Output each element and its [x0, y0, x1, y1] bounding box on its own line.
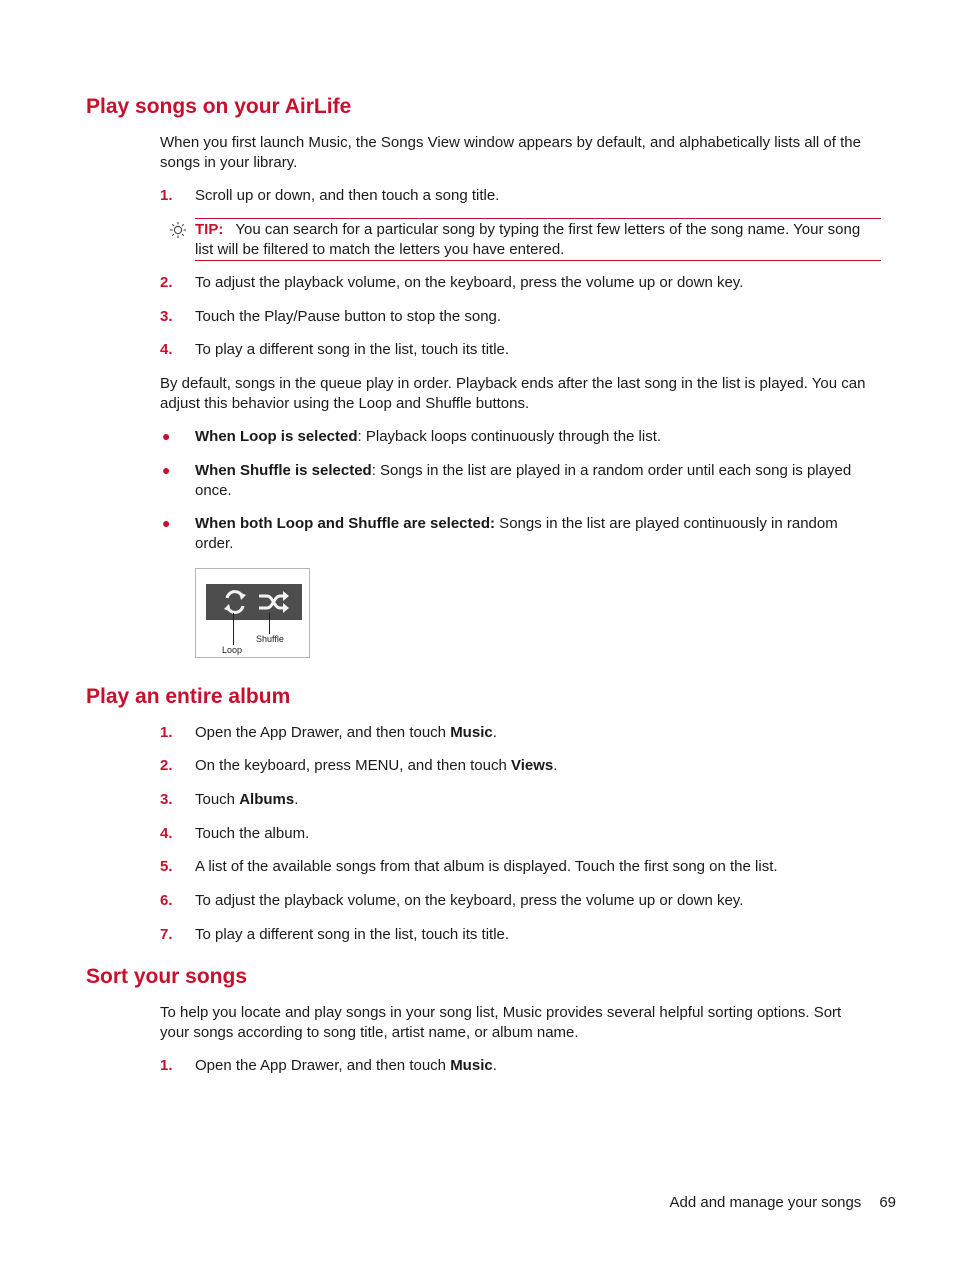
loop-icon: [220, 587, 250, 617]
list-item: [160, 514, 872, 553]
heading-play-album: Play an entire album: [86, 685, 291, 708]
tip-box: [195, 218, 881, 261]
step-text-bold: Music: [450, 1057, 493, 1074]
default-order-text: By default, songs in the queue play in order. Playback ends after the last song in the list is played. You can adjust this behavior using the Loop and Shuffle buttons.: [160, 375, 866, 412]
list-item: [160, 756, 872, 776]
step-number: 6.: [160, 892, 173, 909]
sort-intro: To help you locate and play songs in your song list, Music provides several helpful sorting options. Sort your songs according to song title, artist name, or album name.: [160, 1004, 842, 1041]
step-number: 5.: [160, 858, 173, 875]
bullet-rest: Songs in the list are played continuously in random order.: [195, 515, 838, 552]
loop-shuffle-figure: [195, 568, 310, 658]
bullet-icon: ●: [162, 515, 171, 531]
step-number: 4.: [160, 341, 173, 358]
step-number: 4.: [160, 825, 173, 842]
step-number: 1.: [160, 724, 173, 741]
step-text: Touch the album.: [195, 825, 310, 842]
list-item: [160, 857, 872, 877]
bullet-bold: When Shuffle is selected: [195, 462, 372, 479]
step-text: [195, 723, 872, 743]
tip-text: You can search for a particular song by typing the first few letters of the song name. Your song list will be filtered to match the letters you have entered.: [195, 221, 861, 258]
step-text-plain: Open the App Drawer, and then touch: [195, 1057, 451, 1074]
step-text-after: .: [492, 724, 497, 741]
step-text-bold: Views: [511, 757, 554, 774]
list-item: [160, 427, 872, 447]
shuffle-callout-line: [269, 613, 270, 634]
tip-label: TIP:: [195, 221, 224, 238]
shuffle-label: Shuffle: [256, 634, 284, 644]
button-bar: [206, 584, 302, 620]
list-item: [160, 891, 872, 911]
list-item: [160, 1056, 872, 1076]
step-text-plain: Touch: [195, 791, 240, 808]
list-item: [160, 824, 872, 844]
page-footer: [670, 1193, 897, 1212]
step-number: 2.: [160, 274, 173, 291]
step-number: 3.: [160, 791, 173, 808]
bullet-rest: : Playback loops continuously through the list.: [357, 428, 662, 445]
step-text: To adjust the playback volume, on the keyboard, press the volume up or down key.: [195, 892, 744, 909]
list-item: [160, 307, 872, 327]
list-item: [160, 186, 872, 206]
step-number: 1.: [160, 187, 173, 204]
bullet-icon: ●: [162, 428, 171, 444]
step-number: 3.: [160, 308, 173, 325]
step-text: [195, 790, 872, 810]
bullet-bold: When Loop is selected: [195, 428, 358, 445]
step-text-plain: Open the App Drawer, and then touch: [195, 724, 451, 741]
bullet-rest: : Songs in the list are played in a random order until each song is played once.: [195, 462, 852, 499]
bullet-text: [195, 427, 872, 447]
step-text-after: .: [492, 1057, 497, 1074]
step-text: To adjust the playback volume, on the keyboard, press the volume up or down key.: [195, 274, 744, 291]
list-item: [160, 925, 872, 945]
step-number: 7.: [160, 926, 173, 943]
bullet-text: [195, 461, 872, 500]
step-text: [195, 756, 872, 776]
step-number: 1.: [160, 1057, 173, 1074]
step-text: To play a different song in the list, touch its title.: [195, 926, 510, 943]
loop-label: Loop: [222, 645, 243, 655]
list-item: [160, 340, 872, 360]
step-text-after: .: [294, 791, 299, 808]
list-item: [160, 273, 872, 293]
songs-intro: When you first launch Music, the Songs View window appears by default, and alphabetically lists all of the songs in your library.: [160, 134, 861, 171]
bullet-text: [195, 514, 872, 553]
step-number: 2.: [160, 757, 173, 774]
lightbulb-icon: [169, 221, 187, 239]
step-text-after: .: [553, 757, 558, 774]
bullet-bold: When both Loop and Shuffle are selected:: [195, 515, 496, 532]
shuffle-icon: [256, 587, 292, 617]
step-text: To play a different song in the list, touch its title.: [195, 341, 510, 358]
step-text: A list of the available songs from that album is displayed. Touch the first song on the list.: [195, 858, 778, 875]
footer-chapter: Add and manage your songs: [669, 1194, 862, 1211]
step-text-bold: Albums: [239, 791, 295, 808]
step-text: Scroll up or down, and then touch a song title.: [195, 187, 500, 204]
list-item: [160, 723, 872, 743]
heading-sort-songs: Sort your songs: [86, 965, 248, 988]
step-text: Touch the Play/Pause button to stop the song.: [195, 308, 502, 325]
list-item: [160, 461, 872, 500]
loop-callout-line: [233, 613, 234, 645]
step-text-bold: Music: [450, 724, 493, 741]
step-text-plain: On the keyboard, press MENU, and then touch: [195, 757, 512, 774]
page-number: 69: [879, 1194, 896, 1211]
heading-play-songs: Play songs on your AirLife: [86, 95, 352, 118]
step-text: [195, 1056, 872, 1076]
list-item: [160, 790, 872, 810]
bullet-icon: ●: [162, 462, 171, 478]
